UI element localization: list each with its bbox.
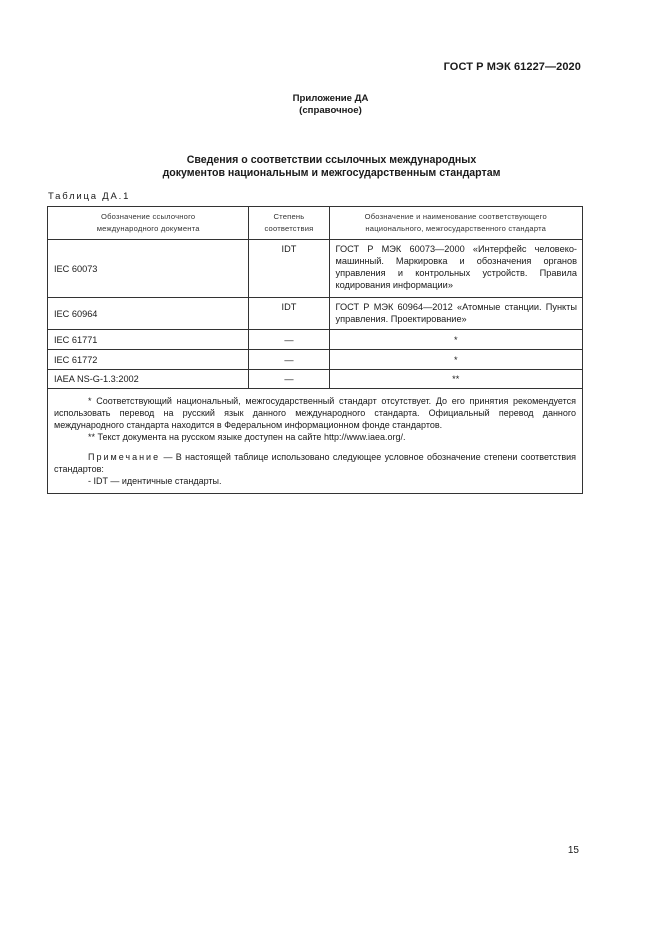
- annex-heading: [0, 93, 661, 117]
- table-note: [54, 451, 576, 475]
- header-national-standard: Обозначение и наименование соответствующего национального, межгосударственного стандарта: [329, 207, 582, 240]
- correspondence-table: [47, 206, 583, 494]
- note-text: — В настоящей таблице использовано следующее условное обозначение степени соответствия стандартов:: [54, 452, 576, 474]
- row-national: ГОСТ Р МЭК 60073—2000 «Интерфейс человеко-машинный. Маркировка и обозначения органов управления и контрольных устройств. Правила кодирования информации»: [329, 240, 582, 298]
- standard-code: ГОСТ Р МЭК 61227—2020: [443, 61, 581, 73]
- header-degree: Степень соответствия: [249, 207, 329, 240]
- row-national: ГОСТ Р МЭК 60964—2012 «Атомные станции. Пункты управления. Проектирование»: [329, 298, 582, 330]
- row-national: **: [329, 370, 582, 389]
- row-degree: —: [249, 330, 329, 350]
- row-doc: IEC 61771: [48, 330, 249, 350]
- table-row: [48, 370, 583, 389]
- table-row: [48, 330, 583, 350]
- page-number: 15: [567, 845, 579, 856]
- note-label: Примечание: [88, 452, 161, 462]
- table-notes: [48, 389, 583, 494]
- table-row: [48, 298, 583, 330]
- table-label: Таблица ДА.1: [48, 191, 131, 202]
- row-doc: IEC 60964: [48, 298, 249, 330]
- table-row: [48, 240, 583, 298]
- footnote-1: * Соответствующий национальный, межгосударственный стандарт отсутствует. До его принятия рекомендуется использовать перевод на русский язык данного международного стандарта. Официальный перевод данного международного стандарта находится в Федеральном информационном фонде стандартов.: [54, 396, 576, 430]
- note-item: - IDT — идентичные стандарты.: [88, 476, 222, 486]
- section-title: [0, 154, 661, 180]
- row-degree: IDT: [249, 298, 329, 330]
- row-degree: —: [249, 370, 329, 389]
- table-row: [48, 350, 583, 370]
- row-national: *: [329, 350, 582, 370]
- row-national: *: [329, 330, 582, 350]
- row-doc: IEC 61772: [48, 350, 249, 370]
- row-degree: IDT: [249, 240, 329, 298]
- annex-title: Приложение ДА: [292, 93, 369, 104]
- section-title-line1: Сведения о соответствии ссылочных международных: [186, 154, 477, 166]
- annex-subtitle: (справочное): [299, 105, 362, 116]
- section-title-line2: документов национальным и межгосударственным стандартам: [162, 167, 501, 179]
- row-degree: —: [249, 350, 329, 370]
- header-international-doc: Обозначение ссылочного международного документа: [48, 207, 249, 240]
- footnote-2: ** Текст документа на русском языке доступен на сайте http://www.iaea.org/.: [88, 432, 406, 442]
- table-header-row: [48, 207, 583, 240]
- table-notes-row: [48, 389, 583, 494]
- row-doc: IEC 60073: [48, 240, 249, 298]
- row-doc: IAEA NS-G-1.3:2002: [48, 370, 249, 389]
